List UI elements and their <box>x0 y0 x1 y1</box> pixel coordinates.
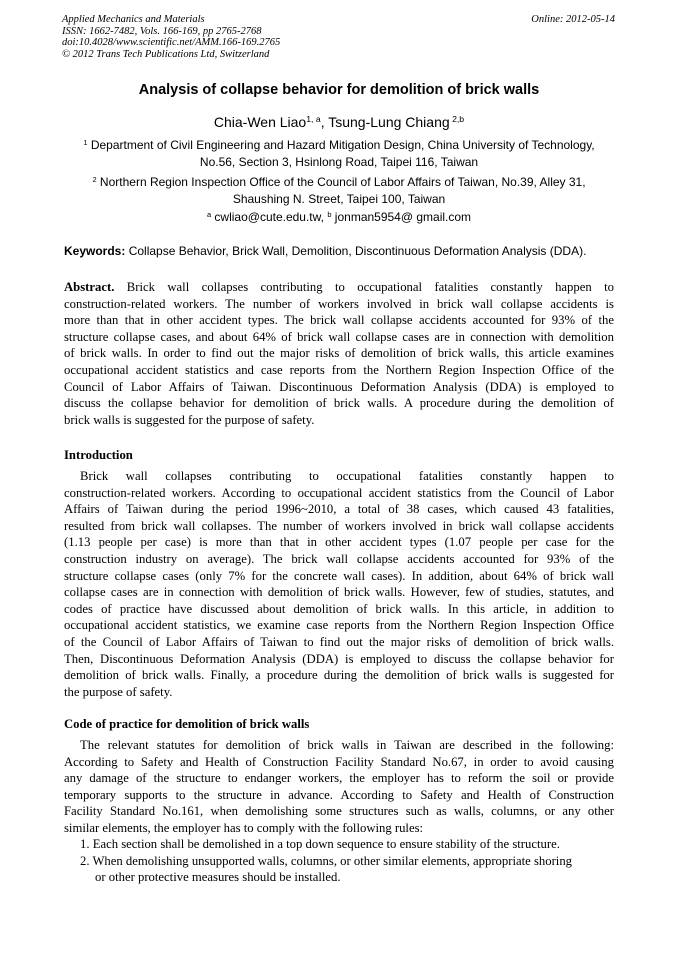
author-affiliation-mark: 2,b <box>449 114 465 125</box>
list-item-continuation: or other protective measures should be installed. <box>95 870 341 885</box>
body-line: resulted from brick wall collapses. The number of workers involved in brick wall collapse accidents <box>64 518 614 533</box>
body-line: collapse cases are in connection with demolition of brick walls. However, few of studies, statutes, and <box>64 585 614 600</box>
abstract-line: Council of Labor Affairs of Taiwan. Discontinuous Deformation Analysis (DDA) is employed to <box>64 379 614 394</box>
abstract-line: occupational accident statistics and case reports from the Northern Region Inspection Office of the <box>64 362 614 377</box>
author-name: Tsung-Lung Chiang <box>328 114 450 130</box>
affiliation-mark: 1 <box>83 137 88 147</box>
rules-list <box>64 836 614 886</box>
journal-copyright: © 2012 Trans Tech Publications Ltd, Switzerland <box>62 48 270 60</box>
abstract-label: Abstract. <box>64 280 115 294</box>
body-line: structure collapse cases (only 7% for the concrete wall cases). In addition, about 64% of brick wall <box>64 568 614 583</box>
body-line: Then, Discontinuous Deformation Analysis (DDA) is employed to discuss the collapse behavior for <box>64 651 614 666</box>
code-of-practice-body <box>64 737 614 837</box>
email-mark: a <box>206 209 212 219</box>
affiliation-mark: 2 <box>92 174 97 184</box>
keywords-text: Collapse Behavior, Brick Wall, Demolition, Discontinuous Deformation Analysis (DDA). <box>125 244 587 258</box>
abstract-line: structure collapse cases, and about 64% of brick wall collapse cases are in connection with demolition <box>64 329 614 344</box>
affiliation-text: No.56, Section 3, Hsinlong Road, Taipei 116, Taiwan <box>199 155 479 169</box>
introduction-body <box>64 468 614 700</box>
body-line: any damage of the structure to endanger workers, the employer has to reform the soil or provide <box>64 771 614 786</box>
author-name: Chia-Wen Liao <box>213 114 307 130</box>
email-address: jonman5954@ gmail.com <box>331 210 472 224</box>
journal-issn: ISSN: 1662-7482, Vols. 166-169, pp 2765-2768 <box>62 25 262 37</box>
body-line: of the Council of Labor Affairs of Taiwan to find out the major risks of demolition of brick walls. <box>64 634 614 649</box>
body-line: occupational accident statistics, we examine case reports from the Northern Region Inspection Office <box>64 618 614 633</box>
body-line: The relevant statutes for demolition of brick walls in Taiwan are described in the following: <box>80 738 614 752</box>
affiliation-text: Department of Civil Engineering and Hazard Mitigation Design, China University of Technology, <box>87 138 595 152</box>
body-line: codes of practice have discussed about demolition of brick walls. In this article, in addition to <box>64 601 614 616</box>
abstract <box>64 279 614 428</box>
journal-header <box>62 14 615 60</box>
author-line <box>40 113 638 131</box>
online-date: Online: 2012-05-14 <box>531 14 615 25</box>
body-line: (1.13 people per case) is more than that in other accident types (1.07 people per case for the <box>64 535 614 550</box>
keywords <box>64 243 624 259</box>
abstract-line: more than that in other accident types. The brick wall collapse accidents accounted for 93% of the <box>64 313 614 328</box>
abstract-line: of brick walls. In order to find out the major risks of demolition of brick walls, this article examines <box>64 346 614 361</box>
body-line: the purpose of safety. <box>64 684 173 699</box>
journal-doi: doi:10.4028/www.scientific.net/AMM.166-169.2765 <box>62 37 281 49</box>
body-line: construction-related workers. According to occupational accident statistics from the Council of Labor <box>64 485 614 500</box>
body-line: Brick wall collapses contributing to occupational fatalities constantly happen to <box>80 469 614 483</box>
body-line: construction industry on average). The brick wall collapse accidents accounted for 93% of the <box>64 551 614 566</box>
affiliation-2 <box>60 174 618 208</box>
section-heading-introduction: Introduction <box>64 448 133 462</box>
author-affiliation-mark: 1, a <box>306 114 321 125</box>
affiliation-text: Northern Region Inspection Office of the Council of Labor Affairs of Taiwan, No.39, Alley 31, <box>96 175 586 189</box>
abstract-line: construction-related workers. The number of workers involved in brick wall collapse accidents is <box>64 296 614 311</box>
list-item: 2. When demolishing unsupported walls, columns, or other similar elements, appropriate shoring <box>80 853 573 868</box>
email-line <box>60 209 618 226</box>
keywords-label: Keywords: <box>64 244 126 258</box>
body-line: According to Safety and Health of Construction Facility Standard No.67, in order to avoid causing <box>64 754 614 769</box>
affiliation-1 <box>60 137 618 171</box>
paper-title: Analysis of collapse behavior for demolition of brick walls <box>138 82 540 98</box>
abstract-line: Brick wall collapses contributing to occupational fatalities constantly happen to <box>114 280 614 294</box>
body-line: demolition of brick walls. Finally, a procedure during the demolition of brick walls is suggested for <box>64 668 614 683</box>
body-line: temporary supports to the structure in advance. According to Safety and Health of Construction <box>64 787 614 802</box>
body-line: Facility Standard No.161, when demolishing some structures such as walls, columns, or any other <box>64 804 614 819</box>
section-heading-code-of-practice: Code of practice for demolition of brick walls <box>64 717 310 731</box>
abstract-line: brick walls is suggested for the purpose of safety. <box>64 412 315 427</box>
affiliation-text: Shaushing N. Street, Taipei 100, Taiwan <box>232 192 446 206</box>
body-line: Affairs of Taiwan during the period 1996~2010, a total of 38 cases, which caused 43 fatalities, <box>64 502 614 517</box>
body-line: similar elements, the employer has to comply with the following rules: <box>64 820 424 835</box>
list-item: 1. Each section shall be demolished in a top down sequence to ensure stability of the structure. <box>80 837 560 851</box>
author-separator: , <box>320 114 329 130</box>
email-address: cwliao@cute.edu.tw, <box>211 210 328 224</box>
email-mark: b <box>327 209 332 219</box>
abstract-line: discuss the collapse behavior for demolition of brick walls. A procedure during the demolition of <box>64 396 614 411</box>
journal-name: Applied Mechanics and Materials <box>62 14 205 25</box>
